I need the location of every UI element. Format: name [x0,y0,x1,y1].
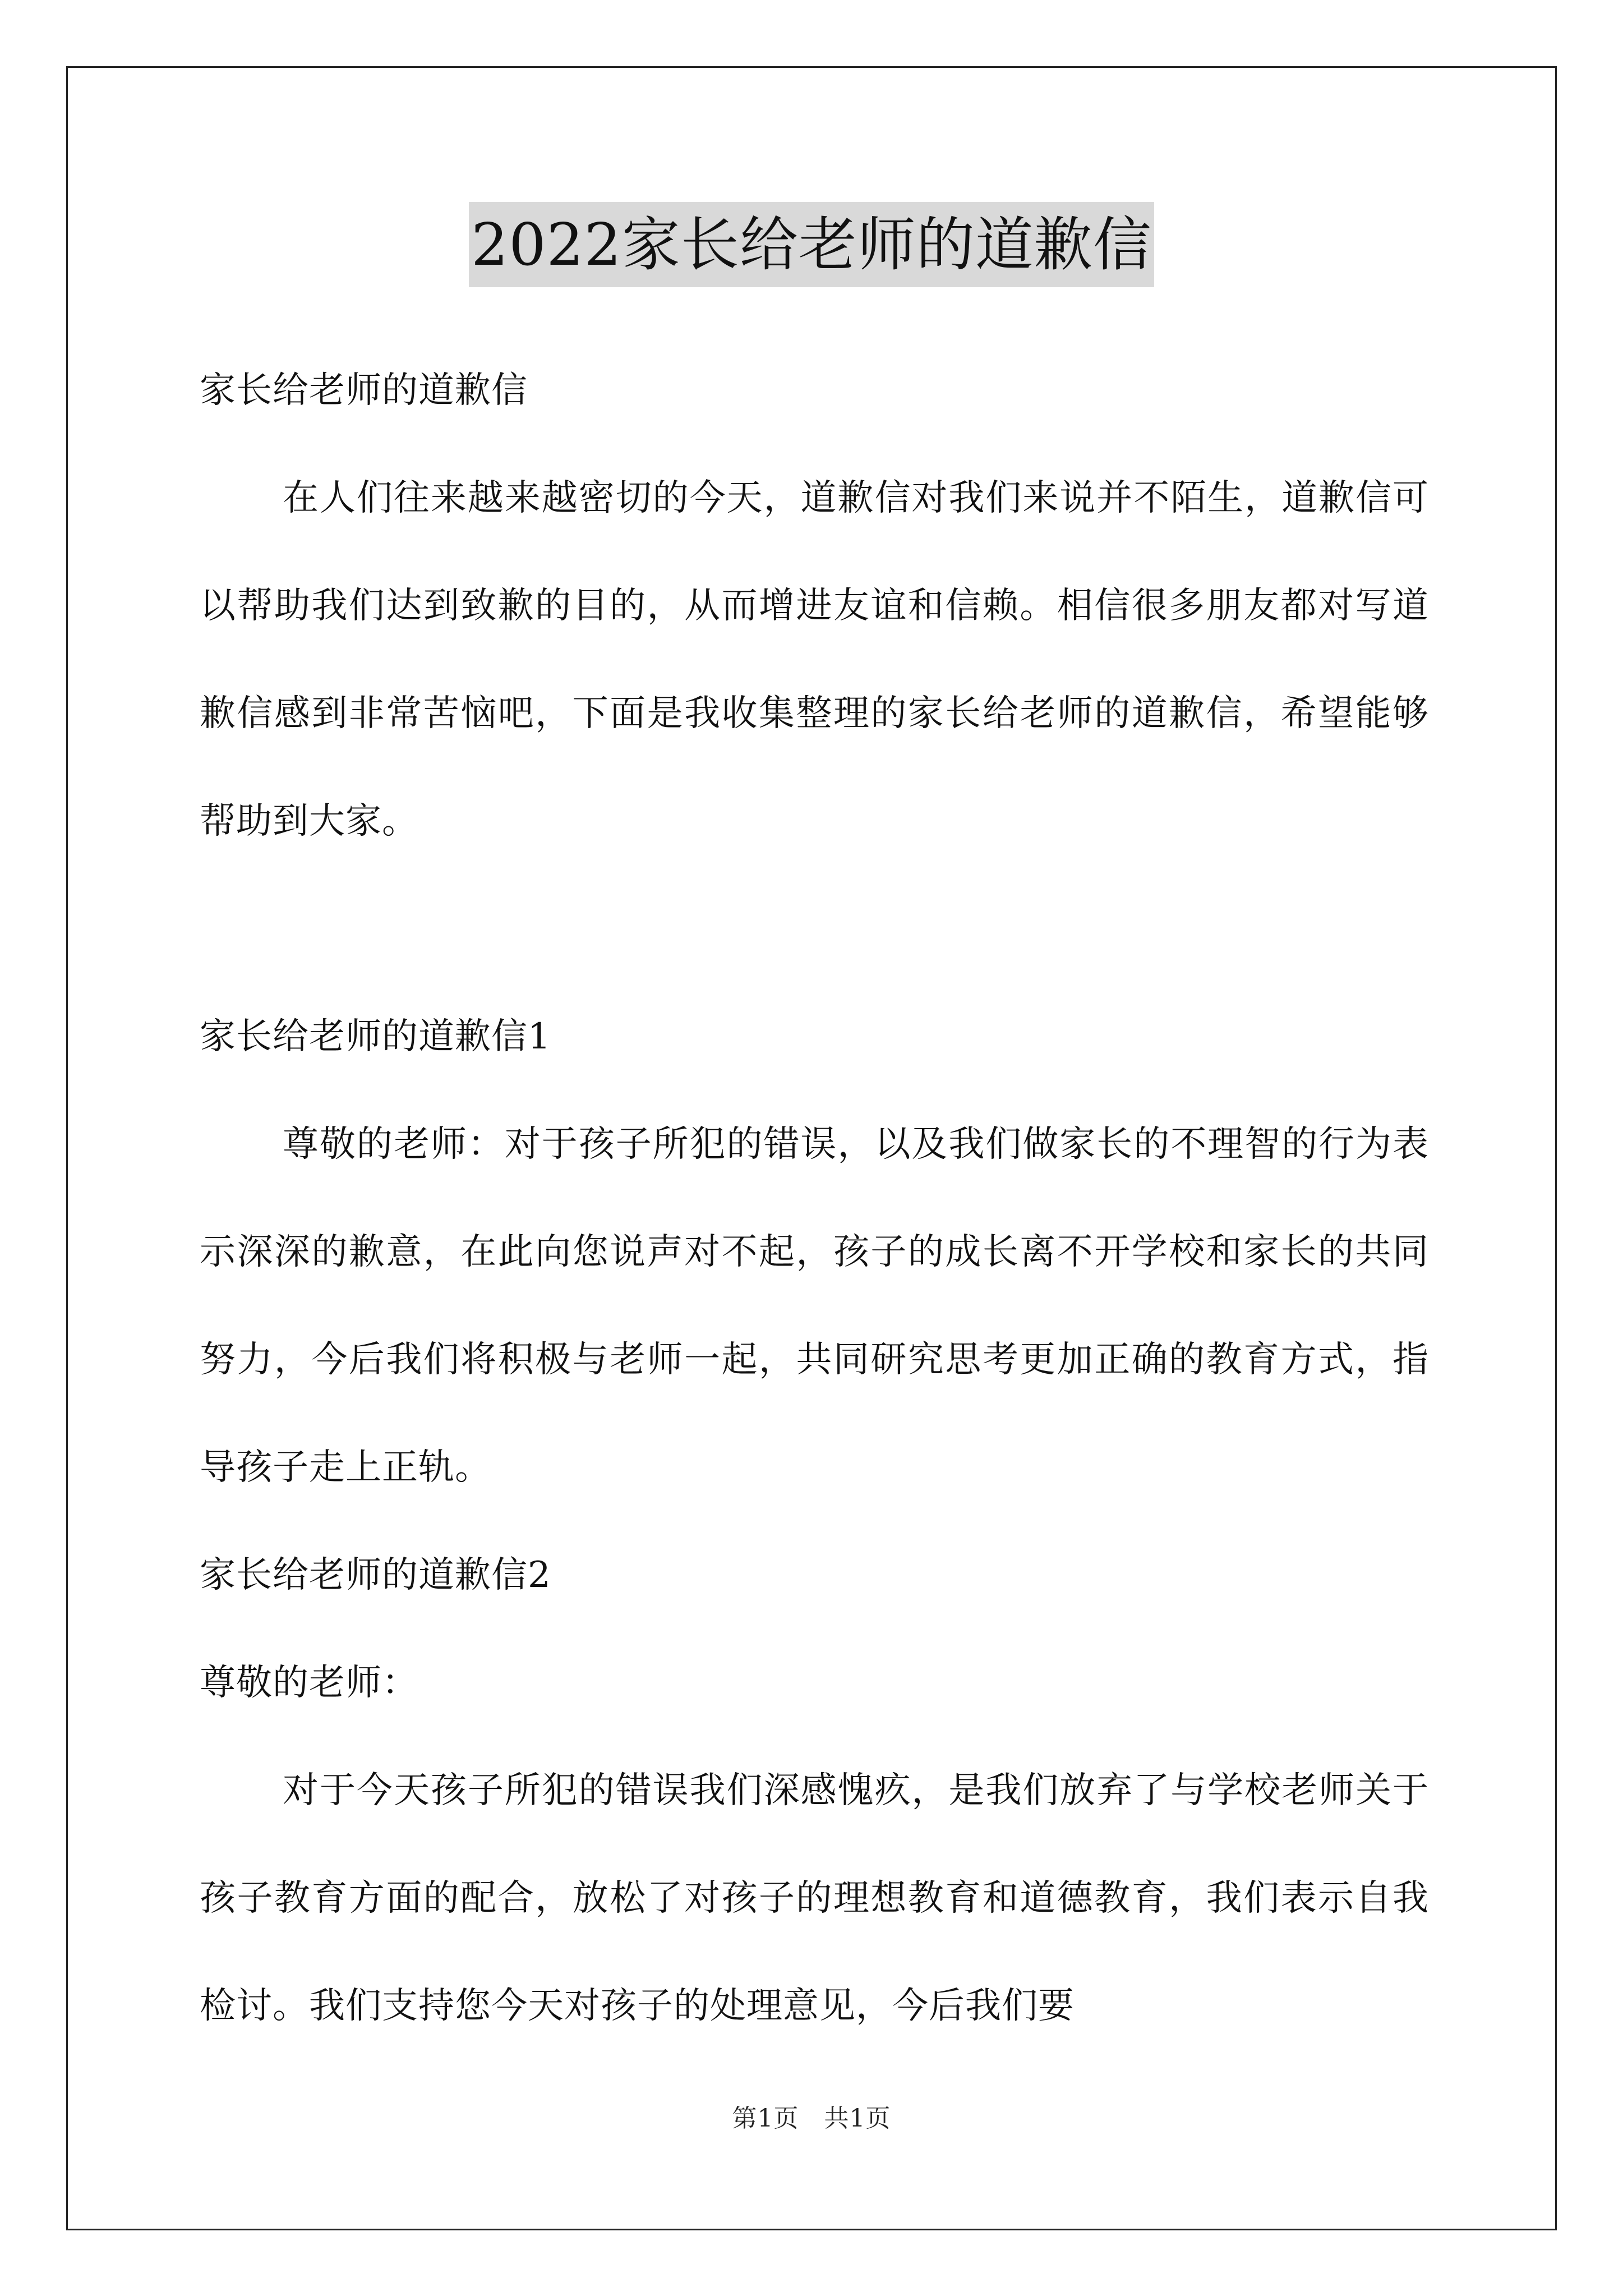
section-1-heading: 家长给老师的道歉信1 [200,1016,551,1057]
document-title: 2022家长给老师的道歉信 [469,202,1154,287]
page-footer: 第1页 共1页 [732,2104,891,2133]
document-body [200,337,1429,2060]
section-1-paragraph: 尊敬的老师：对于孩子所犯的错误，以及我们做家长的不理智的行为表示深深的歉意，在此向您说声对不起，孩子的成长离不开学校和家长的共同努力，今后我们将积极与老师一起，共同研究思考更加正确的教育方式，指导孩子走上正轨。 [200,1124,1429,1488]
document-subtitle: 家长给老师的道歉信 [200,370,528,411]
title-container [0,202,1623,287]
section-spacer [200,875,1429,983]
section-2-paragraph: 对于今天孩子所犯的错误我们深感愧疚，是我们放弃了与学校老师关于孩子教育方面的配合，放松了对孩子的理想教育和道德教育，我们表示自我检讨。我们支持您今天对孩子的处理意见，今后我们要 [200,1770,1429,2027]
intro-paragraph: 在人们往来越来越密切的今天，道歉信对我们来说并不陌生，道歉信可以帮助我们达到致歉的目的，从而增进友谊和信赖。相信很多朋友都对写道歉信感到非常苦恼吧，下面是我收集整理的家长给老师的道歉信，希望能够帮助到大家。 [200,477,1429,842]
section-2-salutation: 尊敬的老师： [200,1662,418,1704]
section-2-heading: 家长给老师的道歉信2 [200,1554,551,1596]
